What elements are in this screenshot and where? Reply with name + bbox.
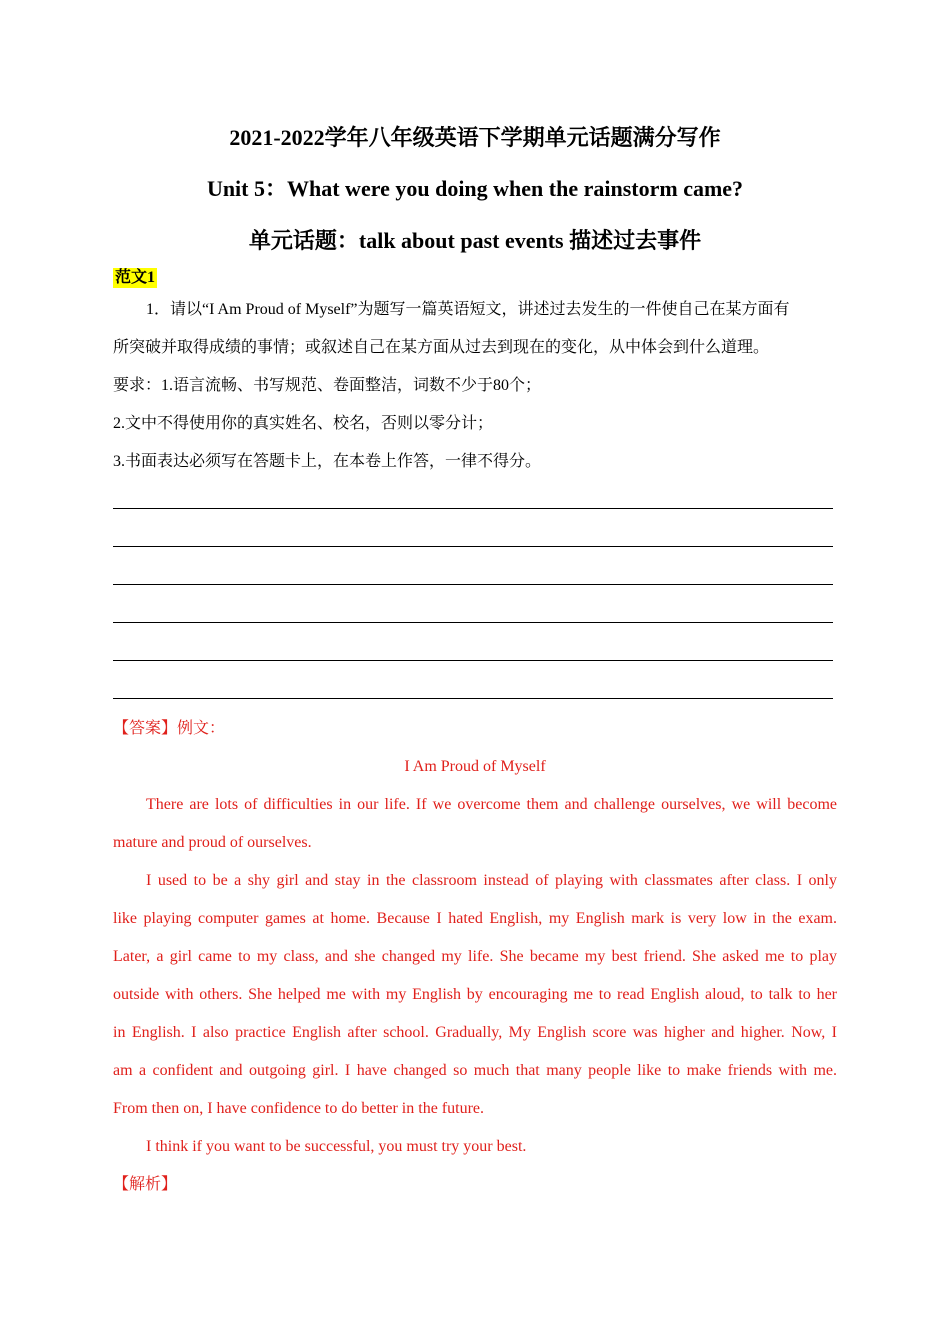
task-line: 要求：1.语言流畅、书写规范、卷面整洁，词数不少于80个； — [113, 377, 542, 394]
task-line: 1．请以“I Am Proud of Myself”为题写一篇英语短文，讲述过去发生的一件使自己在某方面有 — [146, 301, 790, 318]
essay-line: like playing computer games at home. Because I hated English, my English mark is very low in the exam. — [113, 910, 837, 927]
task-line: 2.文中不得使用你的真实姓名、校名，否则以零分计； — [113, 415, 494, 432]
essay-line: From then on, I have confidence to do better in the future. — [113, 1100, 484, 1117]
essay-line: in English. I also practice English after school. Gradually, My English score was higher and higher. Now, I — [113, 1024, 837, 1041]
essay-line: am a confident and outgoing girl. I have changed so much that many people like to make friends with me. — [113, 1062, 837, 1079]
answer-blank-line — [113, 584, 833, 585]
sample-tag: 范文1 — [115, 269, 156, 286]
answer-blank-line — [113, 622, 833, 623]
answer-blank-line — [113, 698, 833, 699]
answer-blank-line — [113, 546, 833, 547]
essay-line: There are lots of difficulties in our life. If we overcome them and challenge ourselves, we will become — [146, 796, 837, 813]
document-title: 2021-2022学年八年级英语下学期单元话题满分写作 — [229, 125, 721, 150]
task-line: 所突破并取得成绩的事情；或叙述自己在某方面从过去到现在的变化，从中体会到什么道理。 — [113, 339, 770, 356]
essay-title: I Am Proud of Myself — [404, 758, 546, 775]
essay-line: mature and proud of ourselves. — [113, 834, 312, 851]
answer-blank-line — [113, 508, 833, 509]
topic-title: 单元话题：talk about past events 描述过去事件 — [248, 228, 702, 253]
answer-blank-line — [113, 660, 833, 661]
analysis-label: 【解析】 — [113, 1176, 178, 1193]
unit-title: Unit 5：What were you doing when the rainstorm came? — [206, 176, 744, 201]
task-line: 3.书面表达必须写在答题卡上，在本卷上作答，一律不得分。 — [113, 453, 542, 470]
essay-line: outside with others. She helped me with my English by encouraging me to read English aloud, to talk to her — [113, 986, 837, 1003]
essay-line: Later, a girl came to my class, and she changed my life. She became my best friend. She asked me to play — [113, 948, 837, 965]
answer-label: 【答案】例文： — [113, 720, 226, 737]
essay-line: I used to be a shy girl and stay in the classroom instead of playing with classmates after class. I only — [146, 872, 837, 889]
essay-line: I think if you want to be successful, you must try your best. — [146, 1138, 527, 1155]
